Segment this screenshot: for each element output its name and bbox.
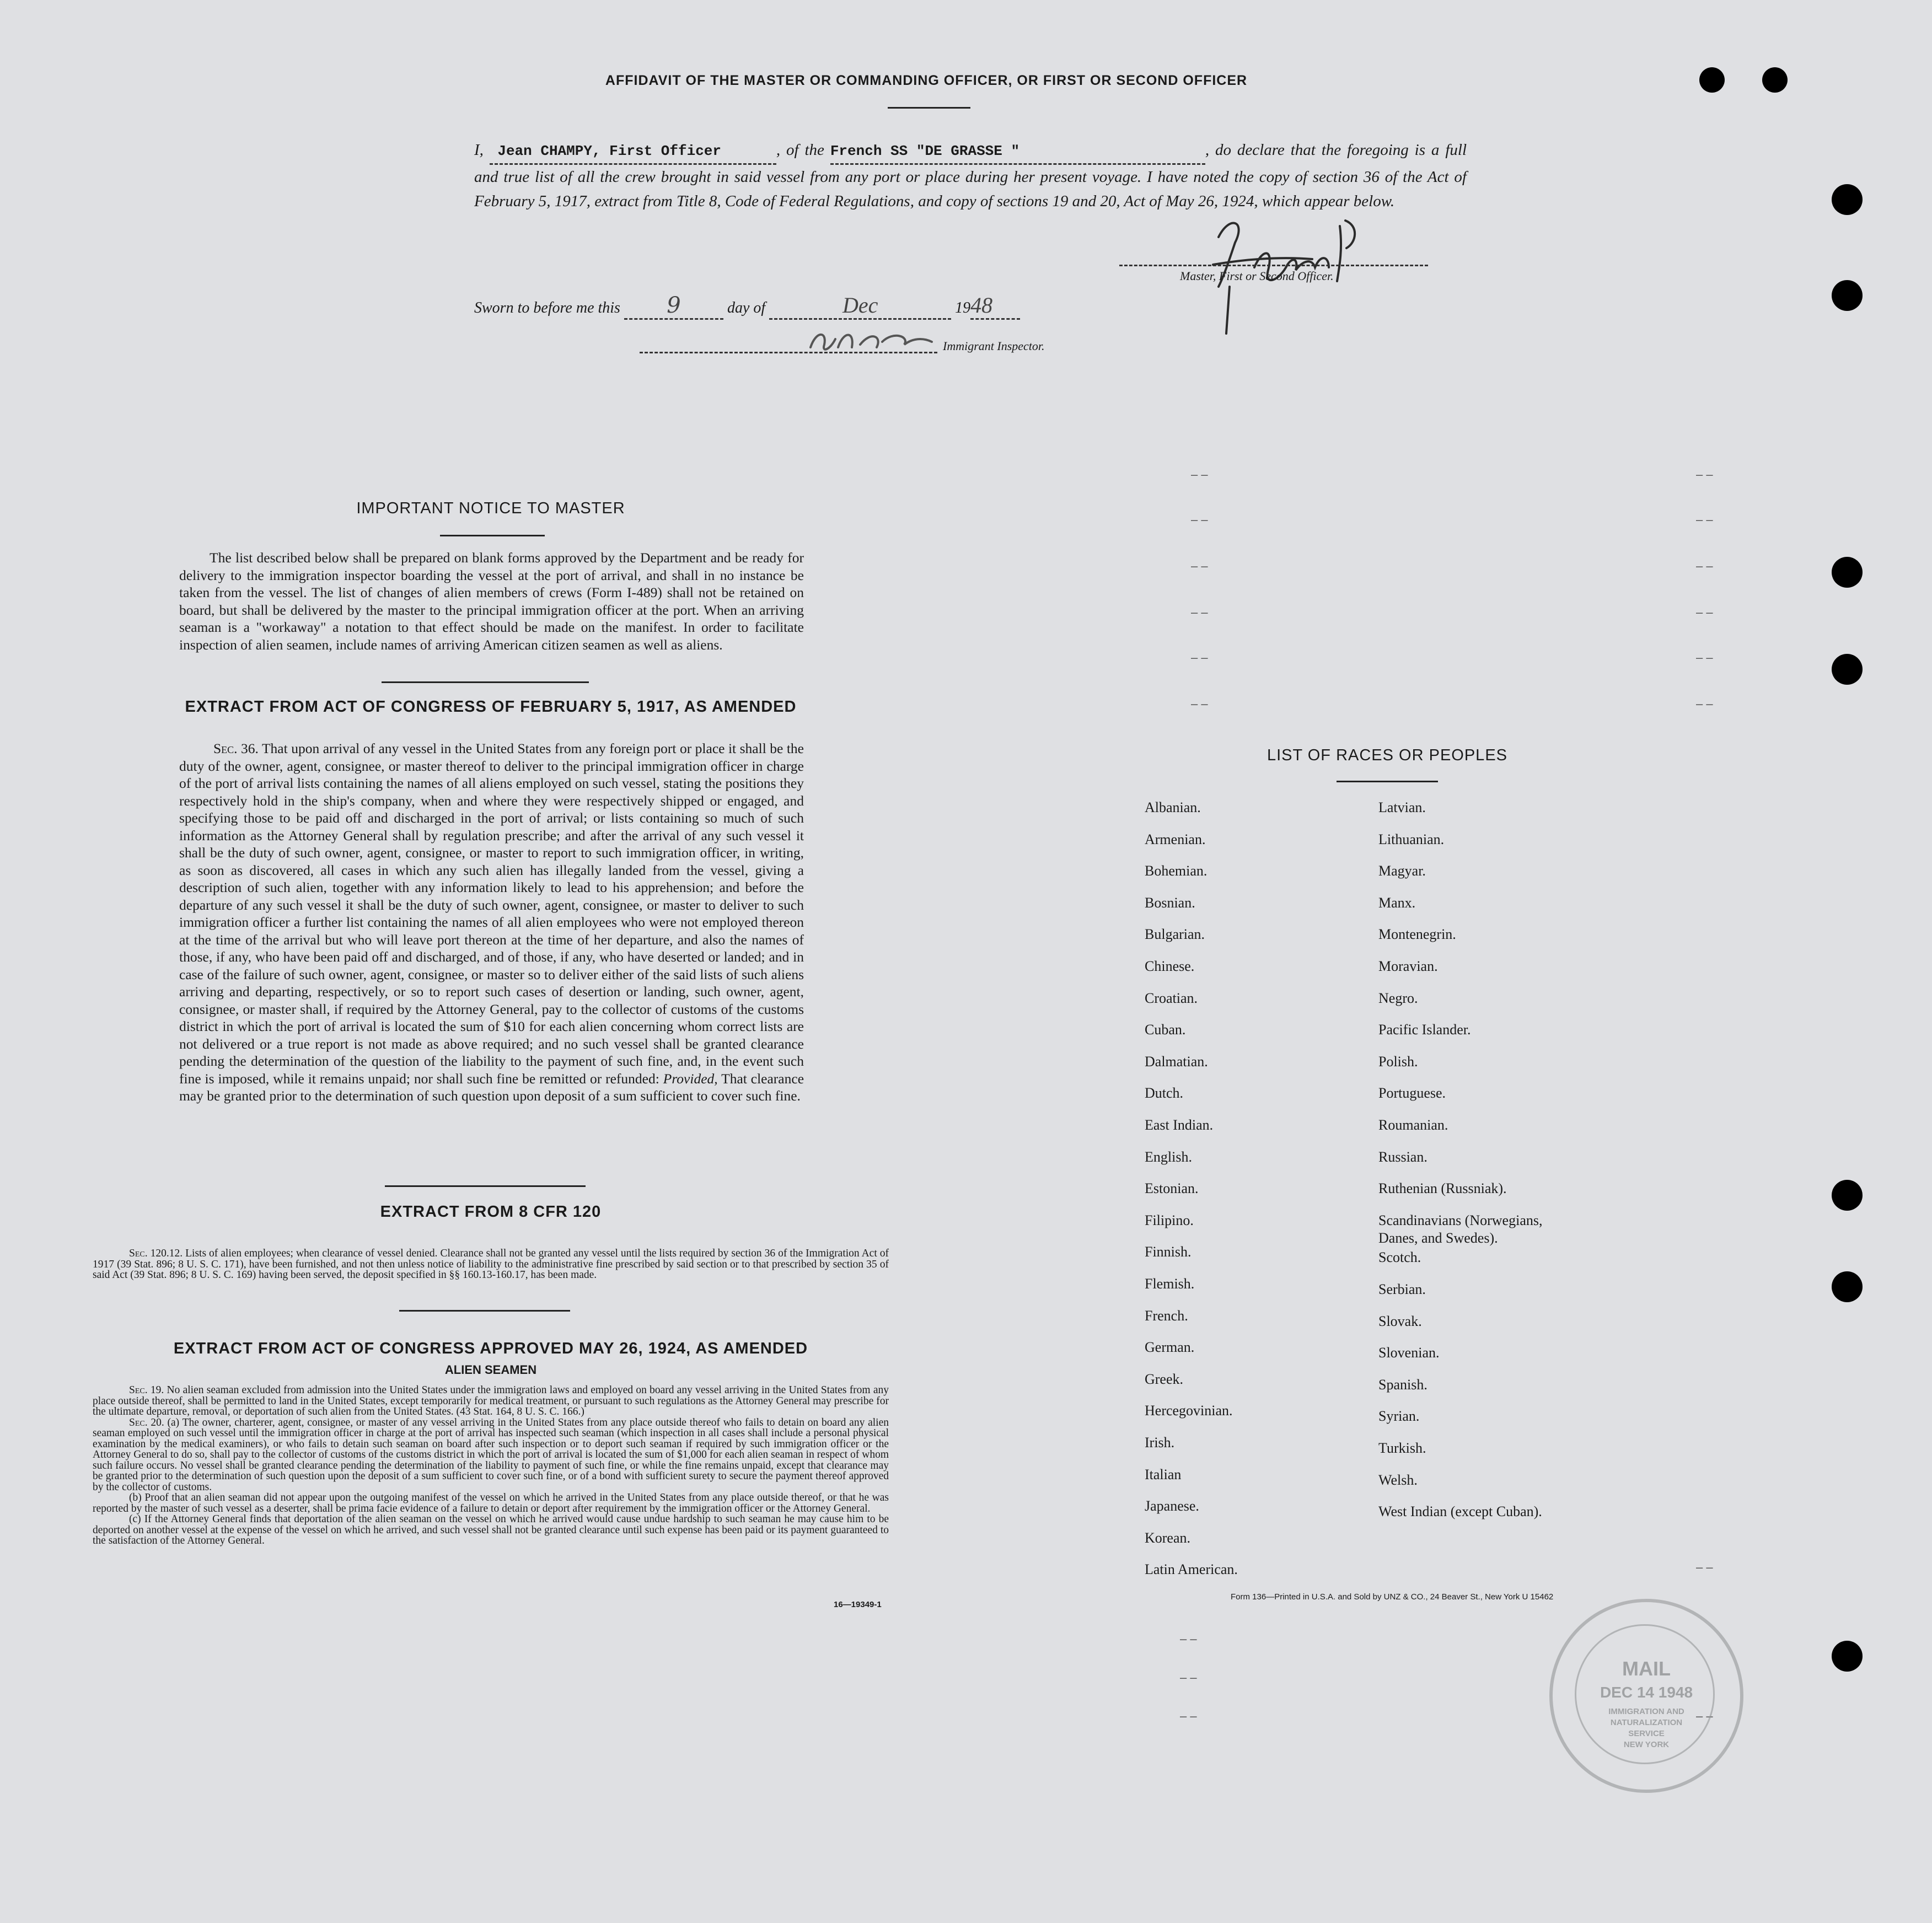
vessel-field xyxy=(830,138,1205,165)
race-item-continuation: Danes, and Swedes). xyxy=(1378,1229,1498,1246)
cfr-text xyxy=(93,1248,889,1281)
race-item: Slovenian. xyxy=(1378,1345,1440,1361)
vessel-name: French SS "DE GRASSE " xyxy=(830,143,1020,159)
dash-mark: – – xyxy=(1191,651,1208,664)
dash-mark: – – xyxy=(1191,468,1208,481)
dash-mark: – – xyxy=(1696,697,1713,711)
race-item: Latin American. xyxy=(1145,1561,1238,1578)
proviso-text: That clearance may be granted prior to the determination of such question upon deposit of a sum sufficient to cover such fine. xyxy=(179,1070,804,1104)
dash-mark: – – xyxy=(1696,559,1713,573)
race-item: Croatian. xyxy=(1145,990,1198,1006)
dash-mark: – – xyxy=(1696,651,1713,664)
race-item: Finnish. xyxy=(1145,1244,1192,1260)
dash-mark: – – xyxy=(1696,468,1713,481)
race-item: Albanian. xyxy=(1145,799,1201,815)
sec20c-body: (c) If the Attorney General finds that deportation of the alien seaman on the vessel on which he arrived would cause undue hardship to such seaman he may cause him to be deported on another vessel at the expense of the vessel on which he arrived, and such vessel shall not be granted clearance until such expense has been paid or its payment guaranteed to the satisfaction of the Attorney General. xyxy=(93,1513,889,1546)
race-item: Dalmatian. xyxy=(1145,1053,1208,1070)
punch-hole xyxy=(1832,1271,1863,1302)
cfr-sec-body: Lists of alien employees; when clearance of vessel denied. Clearance shall not be granted any vessel until the lists required by section 36 of the Immigration Act of 1917 (39 Stat. 896; 8 U. S. C. 171), have been furnished, and not then unless notice of liability to the administrative fine prescribed by said section or to that prescribed by section 35 of said Act (39 Stat. 896; 8 U. S. C. 169) having been served, the deposit specified in §§ 160.13-160.17, has been made. xyxy=(93,1248,889,1281)
race-item: Roumanian. xyxy=(1378,1117,1448,1133)
stamp-line1: MAIL xyxy=(1622,1657,1671,1680)
punch-hole xyxy=(1699,67,1725,93)
stamp-line3: IMMIGRATION AND xyxy=(1608,1707,1684,1716)
race-item: West Indian (except Cuban). xyxy=(1378,1503,1542,1520)
decl-of-the: , of the xyxy=(776,141,824,159)
race-item: Serbian. xyxy=(1378,1281,1426,1297)
race-item: Scotch. xyxy=(1378,1249,1421,1266)
race-item: Lithuanian. xyxy=(1378,831,1445,847)
stamp-line2: DEC 14 1948 xyxy=(1600,1684,1693,1701)
stamp-line4: NATURALIZATION xyxy=(1610,1718,1683,1727)
alien-seamen-subtitle: ALIEN SEAMEN xyxy=(444,1363,537,1377)
decl-do-declare: , do declare xyxy=(1205,141,1285,159)
race-item: Scandinavians (Norwegians, xyxy=(1378,1212,1543,1228)
notice-title: IMPORTANT NOTICE TO MASTER xyxy=(356,499,625,517)
extract-1924-text xyxy=(93,1385,889,1546)
races-right-column xyxy=(1378,799,1665,1582)
race-item: Italian xyxy=(1145,1466,1182,1482)
title-rule xyxy=(888,107,970,109)
race-item: Syrian. xyxy=(1378,1408,1420,1425)
inspector-line xyxy=(640,352,937,353)
dash-mark: – – xyxy=(1191,605,1208,619)
dash-mark: – – xyxy=(1696,605,1713,619)
decl-body: that the foregoing is a full and true list of all the crew brought in said vessel from any port or place during her present voyage. I have noted the copy of section 36 of the Act of February 5, 1917, extract from Title 8, Code of Federal Regulations, and copy of sections 19 and 20, Act of May 26, 1924, which appear below. xyxy=(474,141,1467,210)
notice-text: The list described below shall be prepared on blank forms approved by the Department and be ready for delivery to the immigration inspector boarding the vessel at the port of arrival, and shall in no instance be taken from the vessel. The list of changes of alien members of crews (Form I-489) shall not be retained on board, but shall be delivered by the master to the principal immigration officer at the port. When an arriving seaman is a "workaway" a notation to that effect should be made on the manifest. In order to facilitate inspection of alien seamen, include names of arriving American citizen seamen as well as aliens. xyxy=(179,550,804,653)
dash-mark: – – xyxy=(1696,1560,1713,1574)
declaration xyxy=(474,138,1467,213)
race-item: Polish. xyxy=(1378,1053,1418,1070)
races-left-column xyxy=(1145,799,1365,1582)
extract-1924-title: EXTRACT FROM ACT OF CONGRESS APPROVED MAY 26, 1924, AS AMENDED xyxy=(173,1340,808,1357)
sec36-label: Sec. 36. xyxy=(213,740,259,756)
sworn-year: 48 xyxy=(970,293,993,318)
sworn-prefix: Sworn to before me this xyxy=(474,299,620,316)
race-item: Flemish. xyxy=(1145,1276,1195,1292)
affidavit-title: AFFIDAVIT OF THE MASTER OR COMMANDING OFFICER, OR FIRST OR SECOND OFFICER xyxy=(605,73,1248,88)
race-item: Pacific Islander. xyxy=(1378,1022,1471,1038)
race-item: Magyar. xyxy=(1378,863,1426,879)
race-item: Filipino. xyxy=(1145,1212,1194,1228)
mail-received-stamp xyxy=(1549,1599,1743,1793)
sworn-day-of: day of xyxy=(727,299,766,316)
race-item: Dutch. xyxy=(1145,1085,1184,1102)
race-item: Negro. xyxy=(1378,990,1418,1006)
decl-prefix: I, xyxy=(474,141,484,159)
dash-mark: – – xyxy=(1191,697,1208,711)
proviso-label: Provided, xyxy=(663,1070,718,1087)
race-item: English. xyxy=(1145,1148,1192,1165)
punch-hole xyxy=(1762,67,1788,93)
race-item: Montenegrin. xyxy=(1378,926,1456,943)
dash-mark: – – xyxy=(1180,1632,1197,1646)
dash-mark: – – xyxy=(1191,513,1208,527)
race-item: Greek. xyxy=(1145,1371,1184,1387)
cfr-rule xyxy=(399,1310,570,1312)
race-item: Ruthenian (Russniak). xyxy=(1378,1180,1507,1197)
race-item: Moravian. xyxy=(1378,958,1438,974)
race-item: Latvian. xyxy=(1378,799,1426,815)
race-item: Portuguese. xyxy=(1378,1085,1446,1102)
sworn-line xyxy=(474,292,1020,320)
day-field xyxy=(624,293,723,320)
stamp-line5: SERVICE xyxy=(1628,1729,1665,1738)
signature-line xyxy=(1119,265,1428,266)
race-item: Slovak. xyxy=(1378,1313,1422,1329)
race-item: Hercegovinian. xyxy=(1145,1403,1233,1419)
sec19-label: Sec. 19. xyxy=(129,1384,164,1396)
form-code: 16—19349-1 xyxy=(834,1600,882,1609)
sworn-day: 9 xyxy=(667,293,681,318)
race-item: Turkish. xyxy=(1378,1440,1426,1456)
punch-hole xyxy=(1832,1641,1863,1672)
master-name: Jean CHAMPY, First Officer xyxy=(497,143,722,159)
race-item: Spanish. xyxy=(1378,1376,1427,1393)
race-item: Irish. xyxy=(1145,1435,1175,1451)
extract-1917-text xyxy=(179,740,804,1105)
race-item: Japanese. xyxy=(1145,1498,1199,1514)
form-footer: Form 136—Printed in U.S.A. and Sold by UNZ & CO., 24 Beaver St., New York U 15462 xyxy=(1231,1592,1554,1602)
sworn-year-prefix: 19 xyxy=(955,299,971,316)
dash-mark: – – xyxy=(1191,559,1208,573)
race-item: Estonian. xyxy=(1145,1180,1199,1197)
master-name-field xyxy=(490,138,776,165)
race-item: Manx. xyxy=(1378,894,1416,911)
punch-hole xyxy=(1832,557,1863,588)
cfr-title: EXTRACT FROM 8 CFR 120 xyxy=(380,1203,602,1221)
race-item: German. xyxy=(1145,1339,1195,1356)
sec20b-body: (b) Proof that an alien seaman did not appear upon the outgoing manifest of the vessel on which he arrived in the United States from any place outside thereof, or that he was reported by the master of such vessel as a deserter, shall be prima facie evidence of a failure to detain or deport after requirement by the immigration officer or the Attorney General. xyxy=(93,1492,889,1514)
signature-label: Master, First or Second Officer. xyxy=(1180,269,1334,283)
stamp-line6: NEW YORK xyxy=(1623,1740,1670,1749)
punch-hole xyxy=(1832,280,1863,311)
dash-mark: – – xyxy=(1696,1709,1713,1723)
extract-1917-rule xyxy=(385,1185,586,1187)
notice-rule-2 xyxy=(382,681,589,683)
dash-mark: – – xyxy=(1180,1709,1197,1723)
punch-hole xyxy=(1832,1180,1863,1211)
dash-mark: – – xyxy=(1696,513,1713,527)
race-item: Bohemian. xyxy=(1145,863,1208,879)
sec20-label: Sec. 20. xyxy=(129,1416,164,1428)
race-item: Chinese. xyxy=(1145,958,1195,974)
cfr-sec-label: Sec. 120.12. xyxy=(129,1248,183,1259)
race-item: East Indian. xyxy=(1145,1117,1214,1133)
sec19-body: No alien seaman excluded from admission into the United States under the immigration laws and employed on board any vessel arriving in the United States from any place outside thereof, shall be permitted to land in the United States, except temporarily for medical treatment, or pursuant to such regulations as the Attorney General may prescribe for the ultimate departure, removal, or deportation of such alien from the United States. (43 Stat. 164, 8 U. S. C. 166.) xyxy=(93,1384,889,1417)
sworn-month: Dec xyxy=(842,293,878,318)
race-item: Korean. xyxy=(1145,1529,1191,1546)
month-field xyxy=(769,292,951,320)
inspector-label: Immigrant Inspector. xyxy=(943,339,1045,353)
sec36-body: That upon arrival of any vessel in the United States from any foreign port or place it shall be the duty of the owner, agent, consignee, or master thereof to deliver to the principal immigration officer in charge of the port of arrival lists containing the names of all aliens employed on such vessel, stating the positions they respectively hold in the ship's company, when and where they were respectively shipped or engaged, and specifying those to be paid off and discharged in the port of arrival; or lists containing so much of such information as the Attorney General shall by regulation prescribe; and after the arrival of any such vessel it shall be the duty of such owner, agent, consignee, or master to report to such immigration officer, in writing, as soon as discovered, all cases in which any such alien has illegally landed from the vessel, giving a description of such alien, together with any information likely to lead to his apprehension; and before the departure of any such vessel it shall be the duty of such owner, agent, consignee, or master to deliver to such immigration officer a further list containing the names of all alien employees who were not employed thereon at the time of the arrival but who will leave port thereon at the time of her departure, and also the names of those, if any, who have been paid off and discharged, and of those, if any, who have deserted or landed; and in case of the failure of such owner, agent, consignee, or master so to deliver either of the said lists of such aliens arriving and departing, respectively, or so to report such cases of desertion or landing, such owner, agent, consignee, or master shall, if required by the Attorney General, pay to the collector of customs of the customs district in which the port of arrival is located the sum of $10 for each alien concerning whom correct lists are not delivered or a true report is not made as above required; and no such vessel shall be granted clearance pending the determination of the question of the liability to the payment of such fine, and, in the event such fine is imposed, while it remains unpaid; nor shall such fine be remitted or refunded: xyxy=(179,740,804,1087)
race-item: French. xyxy=(1145,1307,1188,1324)
race-item: Russian. xyxy=(1378,1148,1427,1165)
race-item: Bosnian. xyxy=(1145,894,1195,911)
notice-rule xyxy=(440,535,545,536)
races-rule xyxy=(1337,781,1438,782)
year-field xyxy=(970,292,1020,320)
race-item: Armenian. xyxy=(1145,831,1206,847)
extract-1917-title: EXTRACT FROM ACT OF CONGRESS OF FEBRUARY 5, 1917, AS AMENDED xyxy=(185,698,797,716)
race-item: Welsh. xyxy=(1378,1471,1418,1488)
sec20a-body: (a) The owner, charterer, agent, consignee, or master of any vessel arriving in the United States from any place outside thereof who fails to detain on board any alien seaman employed on such vessel until the immigration officer in charge at the port of arrival has inspected such seaman (which inspection in all cases shall include a personal physical examination by the medical examiners), or who fails to detain such seaman on board after such inspection or to deport such seaman if required by such immigration officer or the Attorney General to do so, shall pay to the collector of customs of the customs district in which the port of arrival is located the sum of $1,000 for each alien seaman in respect of whom such failure occurs. No vessel shall be granted clearance pending the determination of the liability to payment of such fine, or while the fine remains unpaid, except that clearance may be granted prior to the determination of such question upon the deposit of a sum sufficient to cover such fine, or of a bond with sufficient surety to secure the payment thereof approved by the collector of customs. xyxy=(93,1416,889,1493)
punch-hole xyxy=(1832,184,1863,215)
punch-hole xyxy=(1832,654,1863,685)
race-item: Bulgarian. xyxy=(1145,926,1205,943)
race-item: Cuban. xyxy=(1145,1022,1186,1038)
dash-mark: – – xyxy=(1180,1670,1197,1684)
races-title: LIST OF RACES OR PEOPLES xyxy=(1266,746,1508,764)
